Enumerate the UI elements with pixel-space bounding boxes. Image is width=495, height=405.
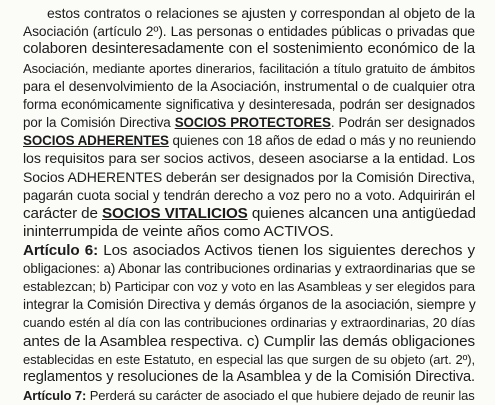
doc-line-18 <box>23 313 475 332</box>
line-text: para el desenvolvimiento de la Asociación, instrumental o de cualquier otra <box>23 78 475 94</box>
line-text: Perderá su carácter de asociado el que hubiere dejado de reunir las <box>86 388 475 404</box>
doc-line-8 <box>23 131 475 150</box>
doc-line-9 <box>23 150 475 169</box>
doc-line-17 <box>23 295 475 314</box>
line-text: establezcan; b) Participar con voz y voto en las Asambleas y ser elegidos para <box>23 279 475 294</box>
line-text: cuando estén al día con las contribuciones ordinarias y extraordinarias, 20 días <box>23 315 475 331</box>
doc-line-14 <box>23 241 475 260</box>
line-text: integrar la Comisión Directiva y demás órganos de la asociación, siempre y <box>23 297 476 313</box>
line-text: quienes alcancen una antigüedad <box>247 205 476 223</box>
line-text: obligaciones: a) Abonar las contribuciones ordinarias y extraordinarias que se <box>23 260 476 276</box>
doc-line-6 <box>23 95 475 114</box>
doc-line-19 <box>23 332 475 351</box>
line-text: por la Comisión Directiva <box>23 115 175 131</box>
line-text: reglamentos y resoluciones de la Asamblea y de la Comisión Directiva. <box>23 369 475 385</box>
doc-line-10 <box>23 168 475 187</box>
line-text: Los asociados Activos tienen los siguientes derechos y <box>98 241 476 259</box>
member-category-term: SOCIOS VITALICIOS <box>102 205 248 223</box>
doc-line-12 <box>23 204 475 223</box>
doc-line-2 <box>23 22 475 41</box>
doc-line-1 <box>47 4 475 23</box>
doc-line-11 <box>23 186 475 205</box>
line-text: carácter de <box>23 205 102 223</box>
line-text: forma económicamente significativa y desinteresada, podrán ser designados <box>23 97 475 112</box>
line-text: estos contratos o relaciones se ajusten y correspondan al objeto de la <box>47 5 475 21</box>
doc-line-5 <box>23 77 475 96</box>
line-text: establecidas en este Estatuto, en especial las que surgen de su objeto (art. 2º), <box>23 351 475 367</box>
doc-line-20 <box>23 350 475 369</box>
doc-line-4 <box>23 59 475 78</box>
line-text: quienes con 18 años de edad o más y no reuniendo <box>168 133 476 149</box>
line-text: antes de la Asamblea respectiva. c) Cumplir las demás obligaciones <box>23 332 475 350</box>
line-text: pagarán cuota social y tendrán derecho a voz pero no a voto. Adquirirán el <box>23 188 475 203</box>
doc-line-13 <box>23 222 475 241</box>
doc-line-3 <box>23 40 475 59</box>
member-category-term: SOCIOS ADHERENTES <box>23 133 169 149</box>
doc-line-15 <box>23 259 475 278</box>
line-text: . Podrán ser designados <box>330 115 475 131</box>
member-category-term: SOCIOS PROTECTORES <box>174 115 331 131</box>
article-heading: Artículo 7: <box>23 388 87 404</box>
doc-line-21 <box>23 368 475 387</box>
line-text: colaboren desinteresadamente con el sostenimiento económico de la <box>23 41 475 58</box>
doc-line-7 <box>23 113 475 132</box>
line-text: Asociación, mediante aportes dinerarios, facilitación a título gratuito de ámbitos <box>23 60 475 76</box>
line-text: Socios ADHERENTES deberán ser designados por la Comisión Directiva, <box>23 168 475 185</box>
line-text: ininterrumpida de veinte años como ACTIVOS. <box>23 223 334 241</box>
doc-line-22 <box>23 386 475 405</box>
doc-line-16 <box>23 277 475 296</box>
line-text: los requisitos para ser socios activos, deseen asociarse a la entidad. Los <box>23 150 475 167</box>
article-heading: Artículo 6: <box>23 241 99 259</box>
line-text: Asociación (artículo 2º). Las personas o entidades públicas o privadas que <box>23 24 475 40</box>
